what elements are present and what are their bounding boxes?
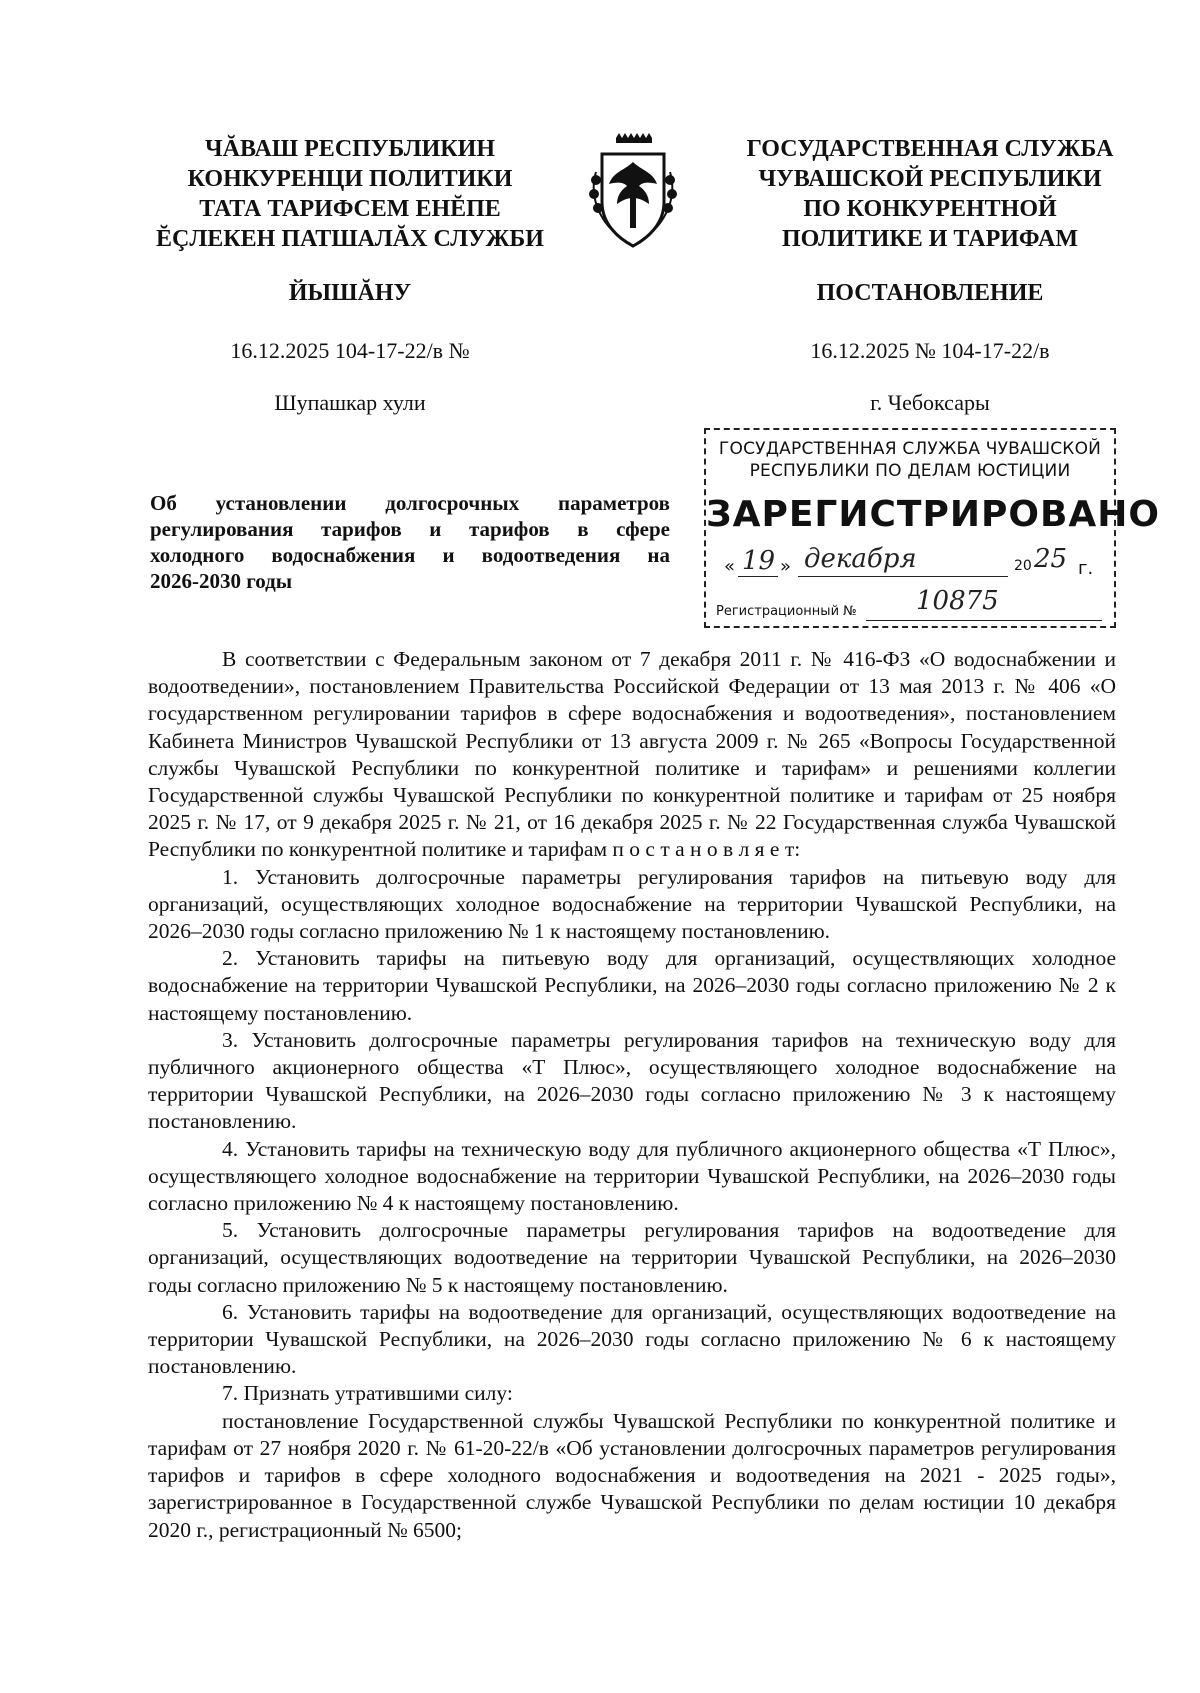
stamp-organization <box>706 438 1114 482</box>
title-line: Об установлении долгосрочных параметров <box>150 491 670 515</box>
header-russian-line: ЧУВАШСКОЙ РЕСПУБЛИКИ <box>758 166 1102 192</box>
stamp-org-line: ГОСУДАРСТВЕННАЯ СЛУЖБА ЧУВАШСКОЙ <box>718 439 1102 459</box>
title-line: 2026-2030 годы <box>150 569 293 593</box>
stamp-year-unit: г. <box>1078 558 1094 579</box>
registration-stamp <box>704 428 1160 628</box>
clause-paragraph: 1. Установить долгосрочные параметры регулирования тарифов на питьевую воду для организаций, осуществляющих холодное водоснабжение на территории Чувашской Республики, на 2026–2030 годы согласно приложению № 1 к настоящему постановлению. <box>148 864 1116 944</box>
clause-paragraph: постановление Государственной службы Чувашской Республики по конкурентной политике и тарифам от 27 ноября 2020 г. № 61-20-22/в «Об установлении долгосрочных параметров регулирования тарифов и тарифов в сфере холодного водоснабжения и водоотведения на 2021 - 2025 годы», зарегистрированное в Государственной службе Чувашской Республики по делам юстиции 10 декабря 2020 г., регистрационный № 6500; <box>148 1408 1116 1542</box>
stamp-month-handwritten: декабря <box>804 544 917 574</box>
title-line: холодного водоснабжения и водоотведения на <box>150 543 670 567</box>
clause-paragraph: 5. Установить долгосрочные параметры регулирования тарифов на водоотведение для организаций, осуществляющих водоотведение на территории Чувашской Республики, на 2026–2030 годы согласно приложению № 5 к настоящему постановлению. <box>148 1218 1116 1297</box>
stamp-day-underline <box>738 576 778 577</box>
title-line: регулирования тарифов и тарифов в сфере <box>150 517 670 541</box>
stamp-month-underline <box>798 576 1008 577</box>
header-chuvash-line: ТАТА ТАРИФСЕМ ЕНĔПЕ <box>199 196 501 222</box>
stamp-year-handwritten: 25 <box>1034 544 1068 574</box>
stamp-reg-number-handwritten: 10875 <box>916 586 999 616</box>
stamp-registered-label: ЗАРЕГИСТРИРОВАНО <box>706 494 1160 535</box>
stamp-close-quote: » <box>780 556 792 577</box>
city-chuvash: Шупашкар хули <box>274 390 426 415</box>
stamp-reg-number-label: Регистрационный № <box>716 604 857 619</box>
doc-type-russian: ПОСТАНОВЛЕНИЕ <box>816 280 1044 306</box>
stamp-reg-underline <box>866 620 1102 621</box>
document-body <box>148 646 1116 1544</box>
stamp-day-handwritten: 19 <box>742 546 776 576</box>
doc-date-number-russian: 16.12.2025 № 104-17-22/в <box>810 338 1050 363</box>
coat-of-arms-icon <box>588 132 678 250</box>
stamp-registration-line <box>716 586 1106 622</box>
doc-date-number-chuvash: 16.12.2025 104-17-22/в № <box>230 338 470 363</box>
clause-paragraph: 6. Установить тарифы на водоотведение для организаций, осуществляющих водоотведение на территории Чувашской Республики, на 2026–2030 годы согласно приложению № 6 к настоящему постановлению. <box>148 1299 1116 1379</box>
stamp-year-prefix: 20 <box>1014 558 1032 574</box>
header-russian-line: ПО КОНКУРЕНТНОЙ <box>803 196 1057 222</box>
header-chuvash <box>150 134 550 254</box>
clause-paragraph: 4. Установить тарифы на техническую воду для публичного акционерного общества «Т Плюс», осуществляющего холодное водоснабжение на территории Чувашской Республики, на 2026–2030 годы согласно приложению № 4 к настоящему постановлению. <box>148 1136 1116 1216</box>
header-russian-line: ГОСУДАРСТВЕННАЯ СЛУЖБА <box>746 136 1114 162</box>
clause-paragraph: 3. Установить долгосрочные параметры регулирования тарифов на техническую воду для публичного акционерного общества «Т Плюс», осуществляющего холодное водоснабжение на территории Чувашской Республики, на 2026–2030 годы согласно приложению № 3 к настоящему постановлению. <box>148 1027 1116 1134</box>
header-chuvash-line: ĔÇЛЕКЕН ПАТШАЛĂХ СЛУЖБИ <box>156 226 544 252</box>
city-russian: г. Чебоксары <box>870 390 990 415</box>
doc-type-chuvash: ЙЫШĂНУ <box>288 280 412 306</box>
stamp-org-line: РЕСПУБЛИКИ ПО ДЕЛАМ ЮСТИЦИИ <box>749 461 1071 481</box>
header-russian <box>730 134 1130 254</box>
clause-paragraph: 7. Признать утратившими силу: <box>222 1381 513 1406</box>
clause-paragraph: 2. Установить тарифы на питьевую воду для организаций, осуществляющих холодное водоснабжение на территории Чувашской Республики, на 2026–2030 годы согласно приложению № 2 к настоящему постановлению. <box>148 946 1116 1025</box>
stamp-date-line <box>724 544 1104 580</box>
header-chuvash-line: ЧĂВАШ РЕСПУБЛИКИН <box>205 136 495 162</box>
stamp-open-quote: « <box>724 556 736 577</box>
document-title <box>150 490 670 594</box>
preamble-paragraph: В соответствии с Федеральным законом от 7 декабря 2011 г. № 416-ФЗ «О водоснабжении и водоотведении», постановлением Правительства Российской Федерации от 13 мая 2013 г. № 406 «О государственном регулировании тарифов в сфере водоснабжения и водоотведения», постановлением Кабинета Министров Чувашской Республики от 13 августа 2009 г. № 265 «Вопросы Государственной службы Чувашской Республики по конкурентной политике и тарифам» и решениями коллегии Государственной службы Чувашской Республики по конкурентной политике и тарифам от 25 ноября 2025 г. № 17, от 9 декабря 2025 г. № 21, от 16 декабря 2025 г. № 22 Государственная служба Чувашской Республики по конкурентной политике и тарифам п о с т а н о в л я е т: <box>148 647 1116 862</box>
header-russian-line: ПОЛИТИКЕ И ТАРИФАМ <box>781 226 1078 252</box>
header-chuvash-line: КОНКУРЕНЦИ ПОЛИТИКИ <box>187 166 513 192</box>
